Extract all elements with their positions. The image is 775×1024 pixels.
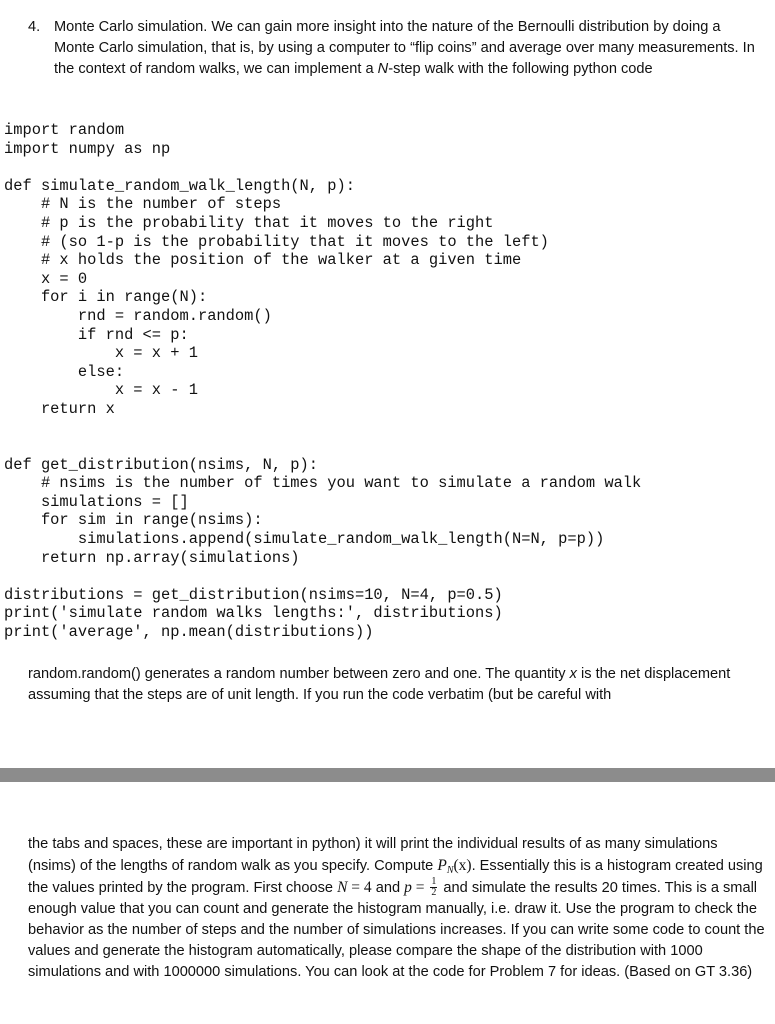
para-a-part-1: random.random() generates a random number between zero and one. The quantity — [28, 666, 570, 682]
code-line: if rnd <= p: — [4, 325, 189, 344]
problem-text — [54, 17, 763, 80]
problem-var-n: N — [377, 61, 389, 77]
code-line — [4, 419, 641, 438]
code-line: print('average', np.mean(distributions)) — [4, 623, 374, 642]
para-b-part-2: . Essentially this is a histogram created using the values printed by the program. First choose — [28, 858, 763, 896]
code-line: # x holds the position of the walker at a given time — [4, 251, 522, 270]
problem-number: 4. — [28, 19, 41, 35]
code-line: else: — [4, 362, 125, 381]
math-n-eq: = 4 — [347, 879, 372, 896]
code-line: return x — [4, 399, 115, 418]
para-b-part-4: and simulate the results 20 times. This is a small enough value that you can count and generate the histogram manually, i.e. draw it. Use the program to check the behavior as the number of steps and the number of simulations increases. If you can write some code to count the values and generate the histogram automatically, please compare the shape of the distribution with 1000 simulations and with 1000000 simulations. You can look at the code for Problem 7 for ideas. (Based on GT 3.36) — [28, 880, 765, 980]
math-p-subscript: N — [446, 865, 454, 876]
code-line: for sim in range(nsims): — [4, 511, 263, 530]
code-line: distributions = get_distribution(nsims=10, N=4, p=0.5) — [4, 585, 503, 604]
code-line: simulations = [] — [4, 492, 189, 511]
para-b-part-3: and — [371, 880, 405, 896]
fraction-denominator: 2 — [431, 886, 437, 898]
code-line: x = 0 — [4, 269, 88, 288]
para-a-part-2: is the net displacement assuming that the steps are of unit length. If you run the code verbatim (but be careful with — [28, 666, 731, 703]
problem-text-part-1: Monte Carlo simulation. We can gain more insight into the nature of the Bernoulli distribution by doing a Monte Carlo simulation, that is, by using a computer to “flip coins” and average over many measurements. In the context of random walks, we can implement a — [54, 19, 755, 77]
code-line: x = x + 1 — [4, 344, 198, 363]
code-line — [4, 158, 641, 177]
para-a-var-x: x — [569, 666, 577, 682]
math-p-var: p — [404, 879, 412, 896]
code-line: x = x - 1 — [4, 381, 198, 400]
math-p-symbol: P — [437, 857, 447, 874]
code-line: import numpy as np — [4, 139, 171, 158]
code-line: for i in range(N): — [4, 288, 208, 307]
math-p-eq: = — [411, 879, 429, 896]
paragraph-random-explanation — [28, 664, 768, 706]
code-line: import random — [4, 121, 125, 139]
problem-statement — [28, 17, 763, 80]
page-break-divider — [0, 768, 775, 782]
code-line: def get_distribution(nsims, N, p): — [4, 455, 319, 474]
para-b-part-1: the tabs and spaces, these are important in python) it will print the individual results of as many simulations (nsims) of the lengths of random walk as you specify. Compute — [28, 836, 718, 874]
code-line: # (so 1-p is the probability that it moves to the left) — [4, 232, 549, 251]
python-code-block — [4, 121, 641, 642]
code-line — [4, 437, 641, 456]
problem-text-part-2: -step walk with the following python code — [388, 61, 653, 77]
code-line: # N is the number of steps — [4, 195, 282, 214]
code-line: # nsims is the number of times you want to simulate a random walk — [4, 474, 642, 493]
math-fraction-one-half — [430, 877, 437, 898]
code-line: rnd = random.random() — [4, 306, 272, 325]
fraction-numerator: 1 — [431, 875, 437, 887]
math-p-n — [437, 857, 453, 874]
code-line: return np.array(simulations) — [4, 548, 300, 567]
code-line: simulations.append(simulate_random_walk_length(N=N, p=p)) — [4, 530, 605, 549]
code-line: def simulate_random_walk_length(N, p): — [4, 176, 355, 195]
math-p-arg: (x) — [453, 857, 472, 874]
paragraph-instructions — [28, 834, 768, 983]
code-line — [4, 567, 641, 586]
math-n-var: N — [337, 879, 348, 896]
code-line: print('simulate random walks lengths:', distributions) — [4, 604, 503, 623]
code-line: # p is the probability that it moves to the right — [4, 213, 494, 232]
